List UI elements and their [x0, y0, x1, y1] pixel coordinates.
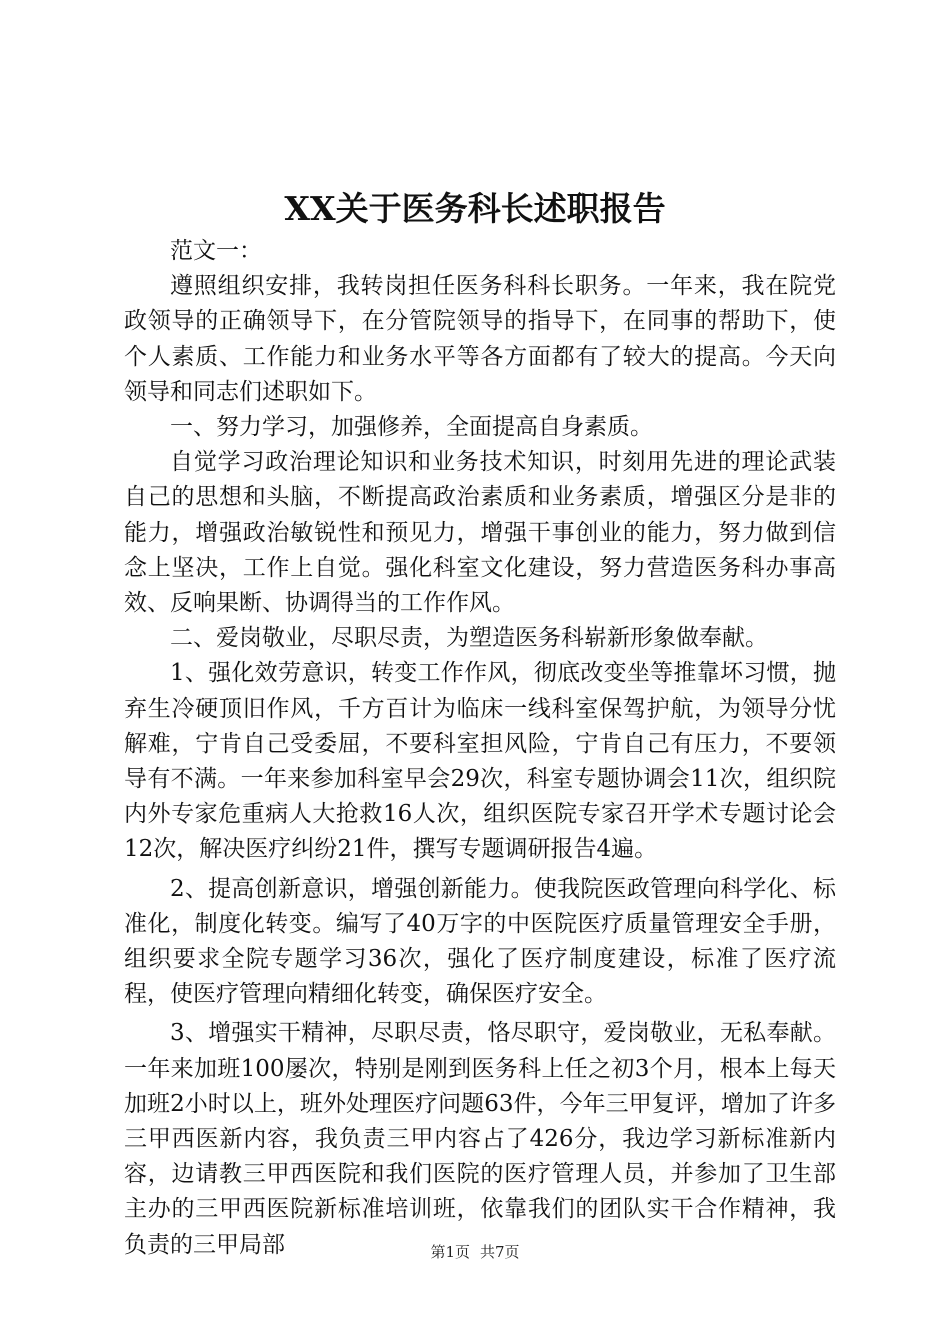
body-paragraph: 1、强化效劳意识，转变工作作风，彻底改变坐等推靠坏习惯，抛弃生冷硬顶旧作风，千方百计为临床一线科室保驾护航，为领导分忧解难，宁肯自己受委屈，不要科室担风险，宁肯自己有压力，不要领导有不满。一年来参加科室早会29次，科室专题协调会11次，组织院内外专家危重病人大抢救16人次，组织医院专家召开学术专题讨论会12次，解决医疗纠纷21件，撰写专题调研报告4遍。: [124, 660, 836, 863]
body-paragraph: 2、提高创新意识，增强创新能力。使我院医政管理向科学化、标准化，制度化转变。编写了40万字的中医院医疗质量管理安全手册，组织要求全院专题学习36次，强化了医疗制度建设，标准了医疗流程，使医疗管理向精细化转变，确保医疗安全。: [124, 875, 836, 1008]
document-body: [124, 234, 836, 1263]
body-paragraph: 3、增强实干精神，尽职尽责，恪尽职守，爱岗敬业，无私奉献。一年来加班100屡次，特别是刚到医务科上任之初3个月，根本上每天加班2小时以上，班外处理医疗问题63件，今年三甲复评，增加了许多三甲西医新内容，我负责三甲内容占了426分，我边学习新标准新内容，边请教三甲西医院和我们医院的医疗管理人员，并参加了卫生部主办的三甲西医院新标准培训班，依靠我们的团队实干合作精神，我负责的三甲局部: [124, 1020, 836, 1258]
page-number-current: 第1页: [430, 1243, 470, 1261]
section-heading: 一、努力学习，加强修养，全面提高自身素质。: [170, 414, 653, 441]
body-paragraph: 遵照组织安排，我转岗担任医务科科长职务。一年来，我在院党政领导的正确领导下，在分管院领导的指导下，在同事的帮助下，使个人素质、工作能力和业务水平等各方面都有了较大的提高。今天向领导和同志们述职如下。: [124, 273, 836, 405]
page-number-total: 共7页: [480, 1243, 520, 1261]
body-paragraph: 范文一：: [170, 238, 262, 264]
body-paragraph: 自觉学习政治理论知识和业务技术知识，时刻用先进的理论武装自己的思想和头脑，不断提高政治素质和业务素质，增强区分是非的能力，增强政治敏锐性和预见力，增强干事创业的能力，努力做到信念上坚决，工作上自觉。强化科室文化建设，努力营造医务科办事高效、反响果断、协调得当的工作作风。: [124, 449, 836, 617]
document-title: XX关于医务科长述职报告: [284, 189, 666, 228]
page-footer: [0, 1240, 950, 1264]
section-heading: 二、爱岗敬业，尽职尽责，为塑造医务科崭新形象做奉献。: [170, 625, 768, 652]
